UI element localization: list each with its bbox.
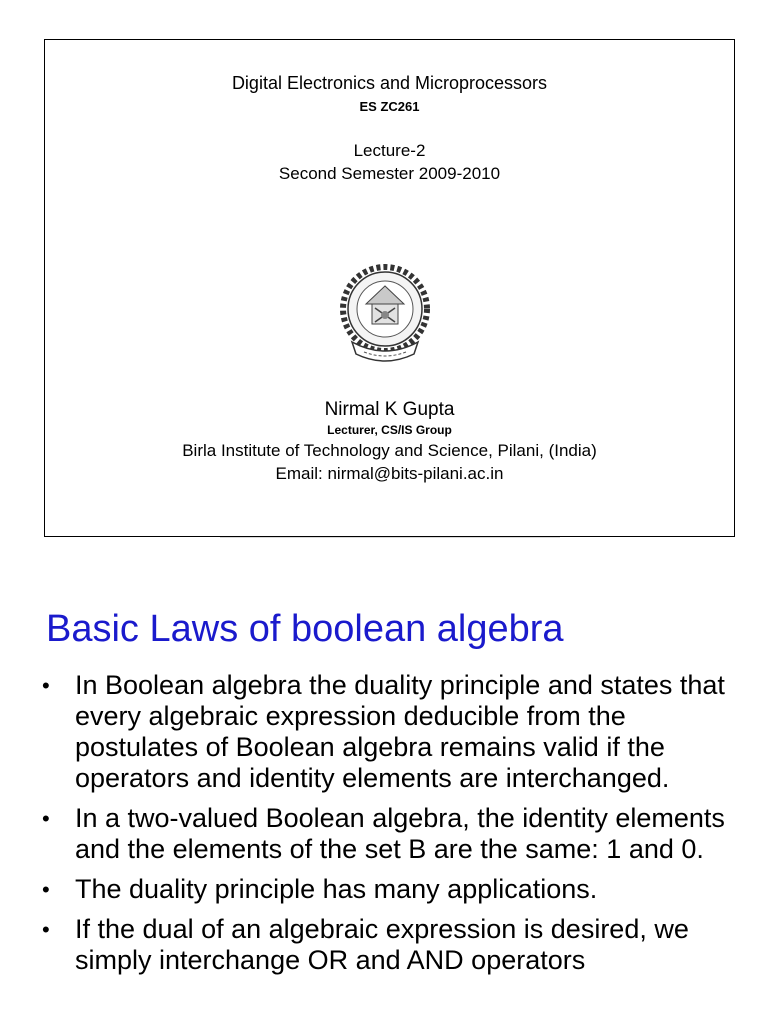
bullet-icon: • — [42, 877, 50, 902]
bullet-text: If the dual of an algebraic expression is desired, we simply interchange OR and AND operators — [75, 914, 689, 975]
author-name: Nirmal K Gupta — [324, 399, 455, 420]
list-item — [0, 874, 768, 905]
course-code: ES ZC261 — [359, 99, 420, 114]
list-item — [0, 803, 768, 865]
list-item — [0, 670, 768, 794]
bullet-text: In a two-valued Boolean algebra, the identity elements and the elements of the set B are the same: 1 and 0. — [75, 803, 725, 864]
institute-name: Birla Institute of Technology and Science, Pilani, (India) — [182, 441, 597, 460]
bullet-icon: • — [42, 673, 50, 698]
bullet-text: The duality principle has many applications. — [75, 874, 598, 904]
author-role: Lecturer, CS/IS Group — [327, 423, 452, 437]
semester: Second Semester 2009-2010 — [278, 164, 501, 183]
slide-title: Basic Laws of boolean algebra — [46, 608, 564, 650]
bullet-icon: • — [42, 806, 50, 831]
title-slide — [44, 39, 735, 537]
list-item — [0, 914, 768, 976]
course-title: Digital Electronics and Microprocessors — [231, 73, 548, 93]
bullet-list — [0, 670, 768, 985]
bullet-text: In Boolean algebra the duality principle and states that every algebraic expression deducible from the postulates of Boolean algebra remains valid if the operators and identity elements are interchanged. — [75, 670, 725, 793]
slide-divider — [220, 537, 560, 538]
lecture-number: Lecture-2 — [353, 141, 426, 160]
bullet-icon: • — [42, 917, 50, 942]
author-email: Email: nirmal@bits-pilani.ac.in — [275, 464, 504, 483]
bits-pilani-crest-icon — [330, 264, 440, 364]
